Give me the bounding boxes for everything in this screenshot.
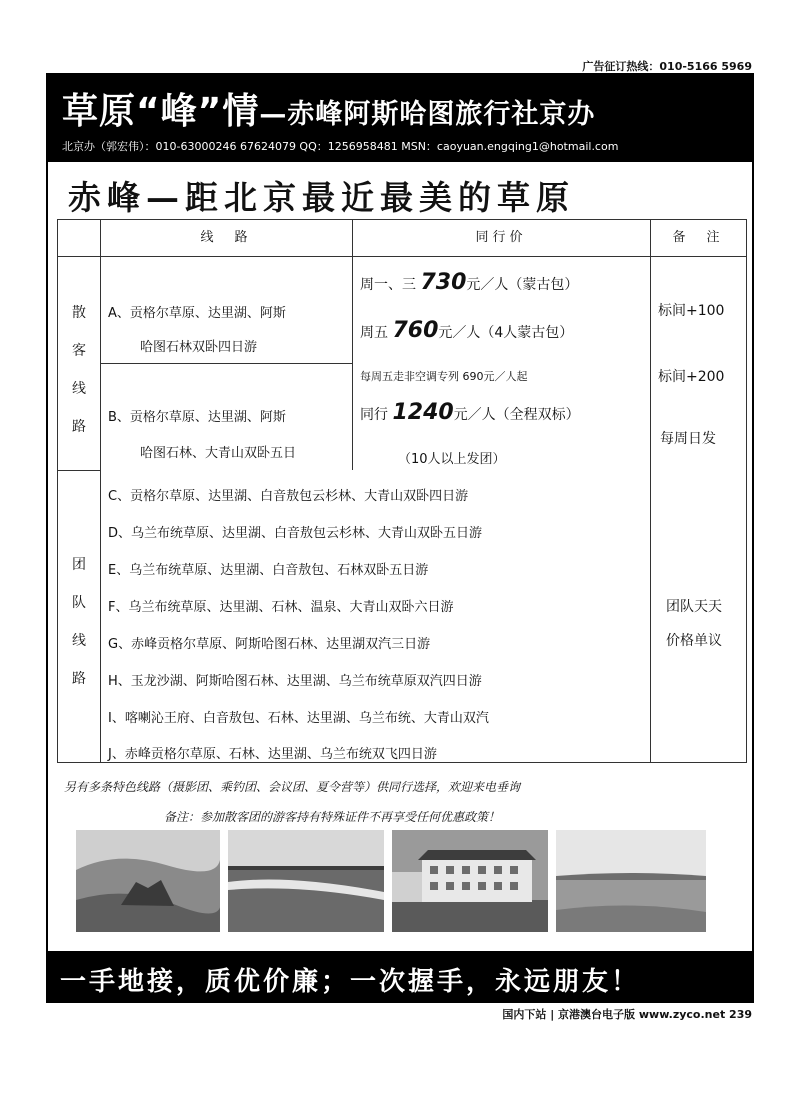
group-route: F、乌兰布统草原、达里湖、石林、温泉、大青山双卧六日游 — [108, 600, 454, 615]
route-a-line1: A、贡格尔草原、达里湖、阿斯 — [108, 306, 286, 321]
header-note: 备 注 — [650, 220, 746, 257]
header-banner — [48, 75, 752, 162]
agency-title — [62, 83, 595, 134]
grassland-rock-photo — [76, 830, 220, 932]
grid-line — [100, 363, 352, 364]
price-row: 同行 1240元／人（全程双标） — [360, 400, 580, 425]
hotel-building-photo — [392, 830, 548, 932]
footer-banner — [48, 951, 752, 1001]
category-group: 团 队 线 路 — [72, 557, 86, 687]
header-price: 同行价 — [352, 220, 650, 257]
group-route: D、乌兰布统草原、达里湖、白音敖包云杉林、大青山双卧五日游 — [108, 526, 483, 541]
price-row: 周一、三 730元／人（蒙古包） — [360, 270, 579, 295]
river-grassland-photo — [228, 830, 384, 932]
price-row: （10人以上发团） — [398, 452, 506, 467]
title-sub: —赤峰阿斯哈图旅行社京办 — [259, 99, 596, 130]
grid-line — [352, 220, 353, 470]
group-note: 价格单议 — [666, 633, 722, 649]
hotline-text: 广告征订热线：010-5166 5969 — [582, 60, 752, 73]
group-route: G、赤峰贡格尔草原、阿斯哈图石林、达里湖双汽三日游 — [108, 637, 431, 652]
price-row: 每周五走非空调专列 690元／人起 — [360, 370, 528, 383]
group-route: E、乌兰布统草原、达里湖、白音敖包、石林双卧五日游 — [108, 563, 429, 578]
note-item: 标间+200 — [658, 369, 725, 385]
route-a-line2: 哈图石林双卧四日游 — [140, 340, 258, 355]
grid-line — [100, 220, 101, 762]
route-b-line2: 哈图石林、大青山双卧五日 — [140, 446, 297, 461]
remark-line: 备注：参加散客团的游客持有特殊证件不再享受任何优惠政策！ — [164, 810, 501, 824]
extra-routes-line: 另有多条特色线路（摄影团、乘钓团、会议团、夏令营等）供同行选择，欢迎来电垂询 — [64, 780, 521, 794]
title-main: 草原“峰”情 — [62, 91, 260, 132]
group-route: J、赤峰贡格尔草原、石林、达里湖、乌兰布统双飞四日游 — [108, 747, 437, 762]
slogan: 一手地接，质优价廉；一次握手，永远朋友！ — [60, 967, 641, 997]
contact-line: 北京办（郭宏伟）：010-63000246 67624079 QQ：1256958481 MSN：caoyuan.engqing1@hotmail.com — [62, 140, 619, 153]
group-route: C、贡格尔草原、达里湖、白音敖包云杉林、大青山双卧四日游 — [108, 489, 469, 504]
grid-line — [650, 220, 651, 762]
note-item: 标间+100 — [658, 303, 725, 319]
route-b-line1: B、贡格尔草原、达里湖、阿斯 — [108, 410, 286, 425]
group-route: I、喀喇沁王府、白音敖包、石林、达里湖、乌兰布统、大青山双汽 — [108, 711, 489, 726]
note-item: 每周日发 — [660, 431, 716, 447]
grid-line — [58, 470, 100, 471]
header-blank-cell — [58, 220, 100, 257]
header-route: 线 路 — [100, 220, 352, 257]
page-footer: 国内下站 | 京港澳台电子版 www.zyco.net 239 — [502, 1008, 752, 1021]
price-row: 周五 760元／人（4人蒙古包） — [360, 318, 574, 343]
category-scatter: 散 客 线 路 — [72, 305, 86, 435]
headline: 赤峰—距北京最近最美的草原 — [68, 178, 575, 217]
group-route: H、玉龙沙湖、阿斯哈图石林、达里湖、乌兰布统草原双汽四日游 — [108, 674, 482, 689]
route-price-table — [57, 219, 747, 763]
steppe-landscape-photo — [556, 830, 706, 932]
group-note: 团队天天 — [666, 599, 722, 615]
